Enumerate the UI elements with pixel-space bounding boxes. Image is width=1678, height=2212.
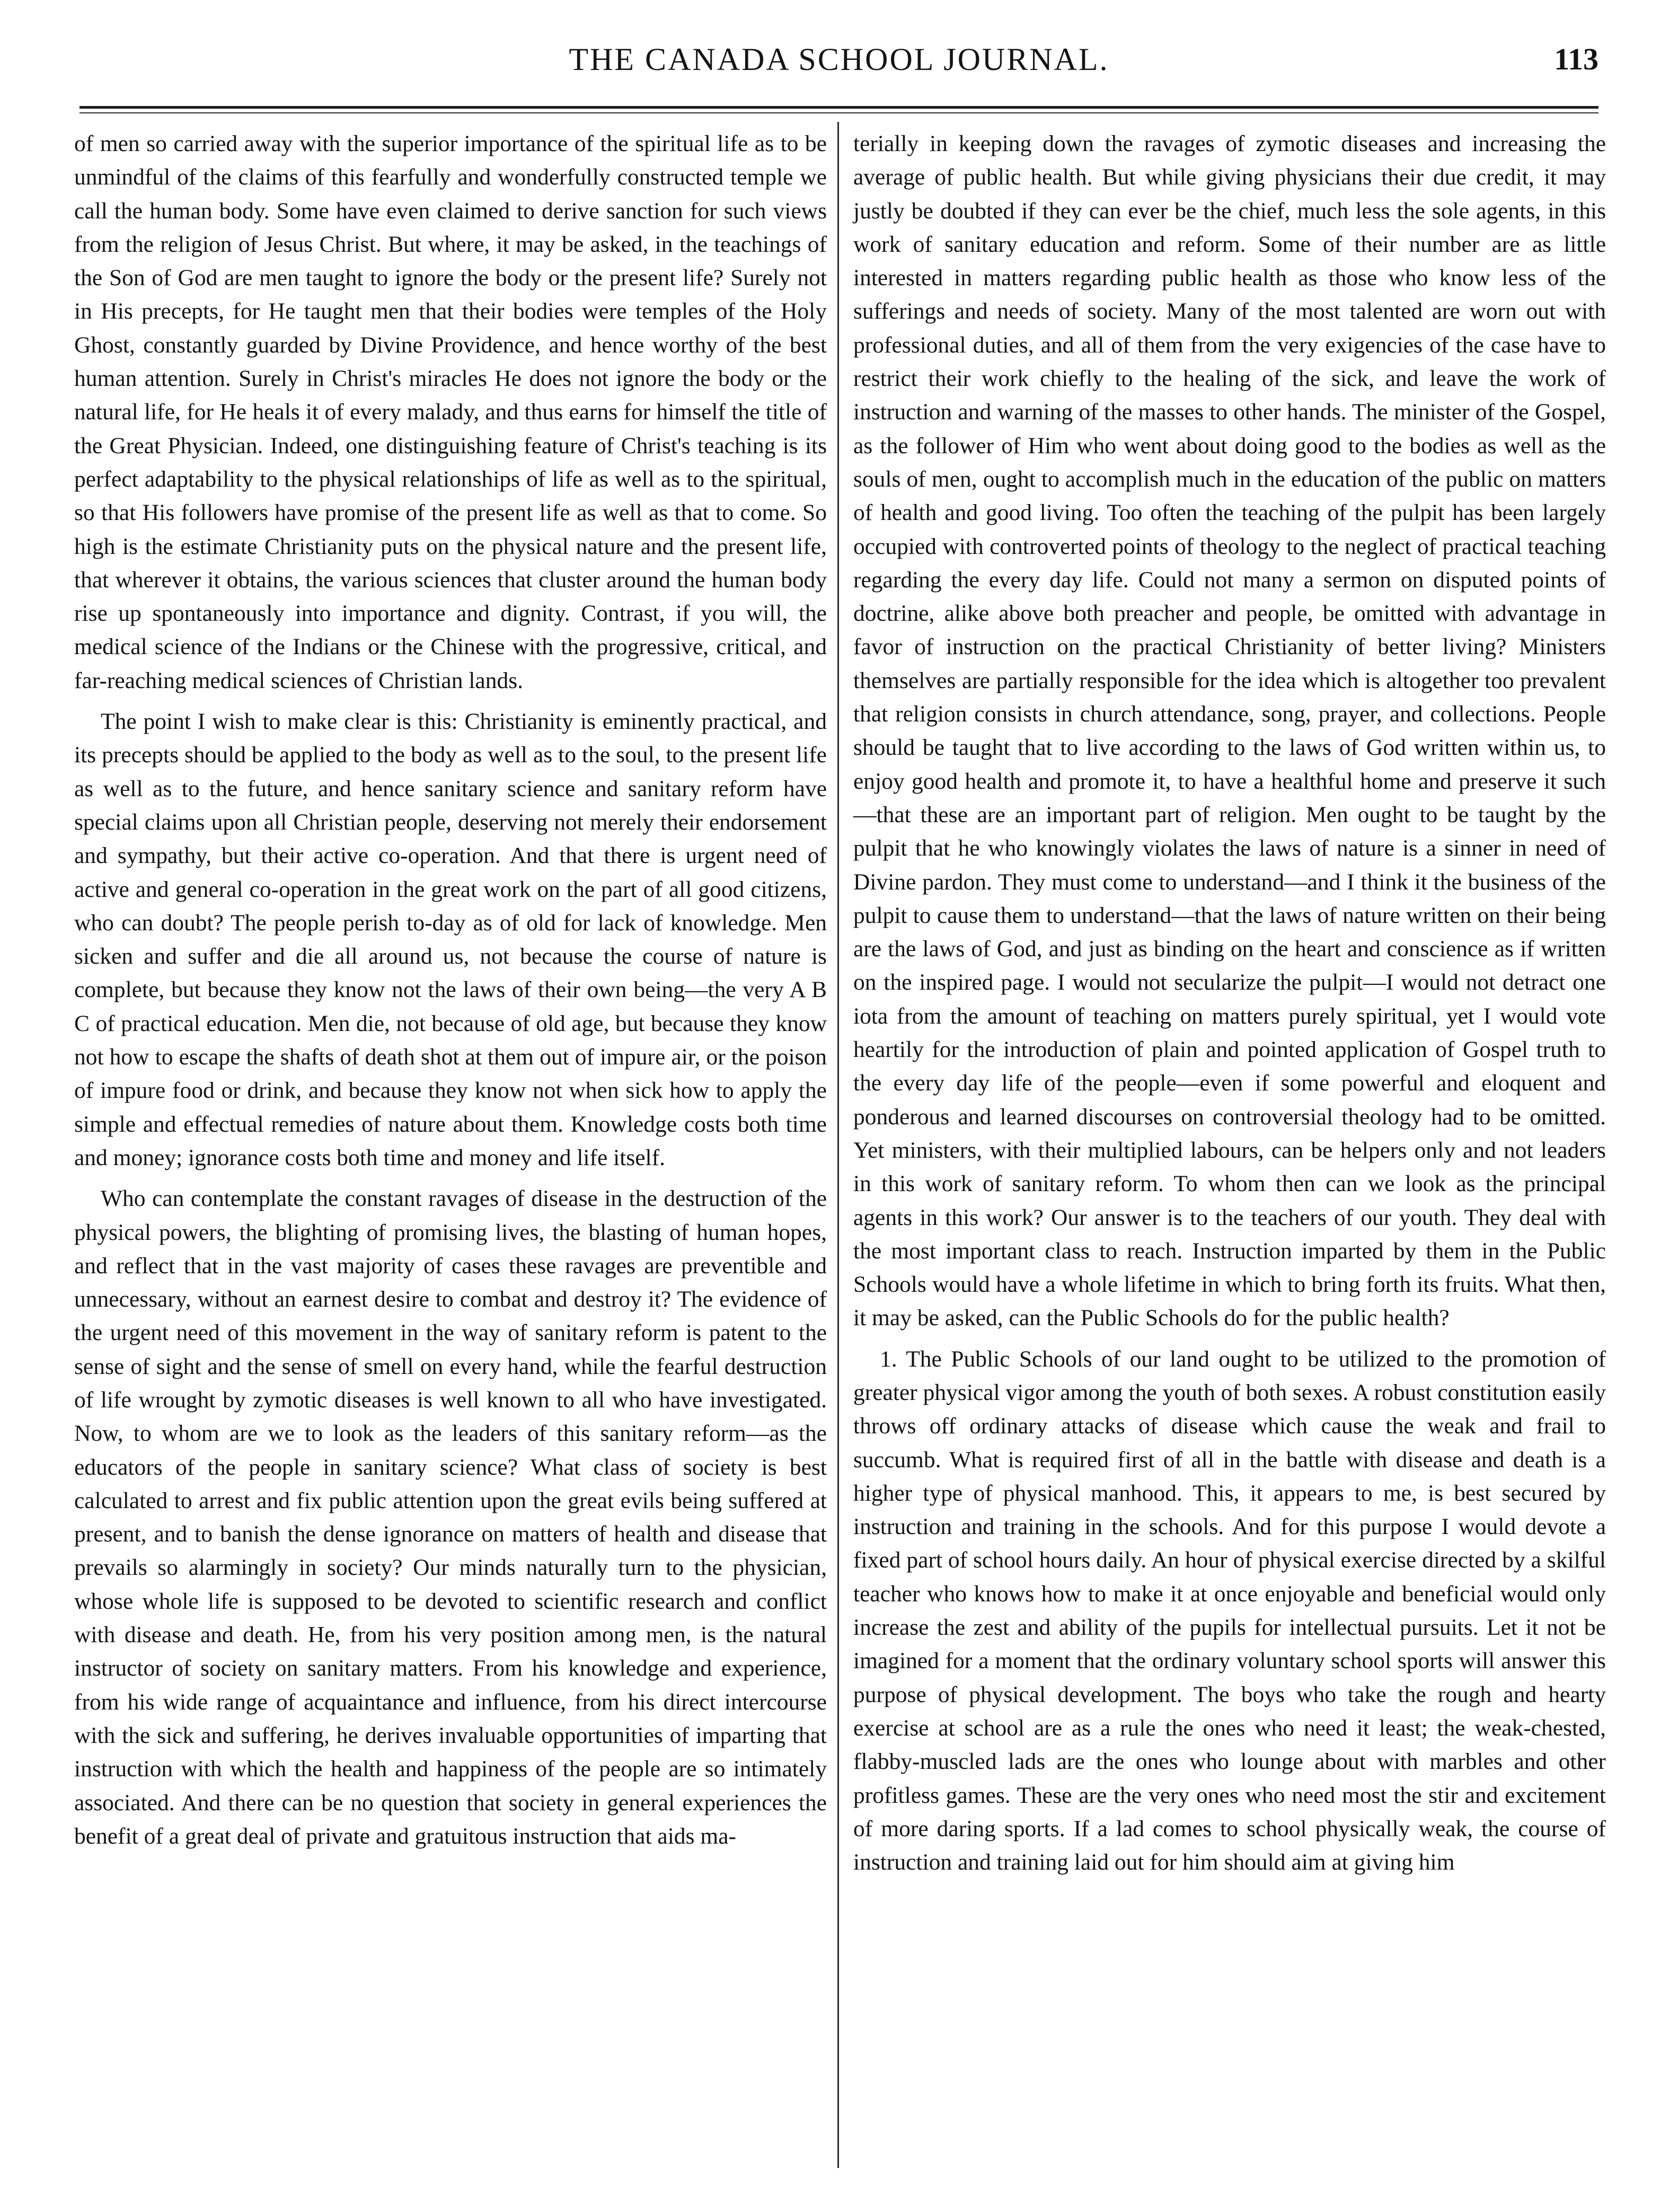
- journal-title: THE CANADA SCHOOL JOURNAL.: [569, 42, 1109, 77]
- header-rule-thin: [80, 112, 1598, 113]
- left-column: [74, 127, 827, 1861]
- paragraph: The point I wish to make clear is this: Christianity is eminently practical, and its precepts should be applied to the body as well as to the soul, to the present life as well as to the future, and hence sanitary science and sanitary reform have special claims upon all Christian people, deserving not merely their endorsement and sympathy, but their active co-operation. And that there is urgent need of active and general co-operation in the great work on the part of all good citizens, who can doubt? The people perish to-day as of old for lack of knowledge. Men sicken and suffer and die all around us, not because the course of nature is complete, but because they know not the laws of their own being—the very A B C of practical education. Men die, not because of old age, but because they know not how to escape the shafts of death shot at them out of impure air, or the poison of impure food or drink, and because they know not when sick how to apply the simple and effectual remedies of nature about them. Knowledge costs both time and money; ignorance costs both time and money and life itself.: [74, 709, 827, 1170]
- paragraph: of men so carried away with the superior importance of the spiritual life as to be unmindful of the claims of this fearfully and wonderfully constructed temple we call the human body. Some have even claimed to derive sanction for such views from the religion of Jesus Christ. But where, it may be asked, in the teachings of the Son of God are men taught to ignore the body or the present life? Surely not in His precepts, for He taught men that their bodies were temples of the Holy Ghost, constantly guarded by Divine Providence, and hence worthy of the best human attention. Surely in Christ's miracles He does not ignore the body or the natural life, for He heals it of every malady, and thus earns for himself the title of the Great Physician. Indeed, one distinguishing feature of Christ's teaching is its perfect adaptability to the physical relationships of life as well as to the spiritual, so that His followers have promise of the present life as well as that to come. So high is the estimate Christianity puts on the physical nature and the present life, that wherever it obtains, the various sciences that cluster around the human body rise up spontaneously into importance and dignity. Contrast, if you will, the medical science of the Indians or the Chinese with the progressive, critical, and far-reaching medical sciences of Christian lands.: [74, 131, 827, 693]
- paragraph: 1. The Public Schools of our land ought to be utilized to the promotion of greater physical vigor among the youth of both sexes. A robust constitution easily throws off ordinary attacks of disease which cause the weak and frail to succumb. What is required first of all in the battle with disease and death is a higher type of physical manhood. This, it appears to me, is best secured by instruction and training in the schools. And for this purpose I would devote a fixed part of school hours daily. An hour of physical exercise directed by a skilful teacher who knows how to make it at once enjoyable and beneficial would only increase the zest and ability of the pupils for intellectual pursuits. Let it not be imagined for a moment that the ordinary voluntary school sports will answer this purpose of physical development. The boys who take the rough and hearty exercise at school are as a rule the ones who need it least; the weak-chested, flabby-muscled lads are the ones who lounge about with marbles and other profitless games. These are the very ones who need most the stir and excitement of more daring sports. If a lad comes to school physically weak, the course of instruction and training laid out for him should aim at giving him: [853, 1346, 1606, 1875]
- paragraph: terially in keeping down the ravages of zymotic diseases and increasing the average of public health. But while giving physicians their due credit, it may justly be doubted if they can ever be the chief, much less the sole agents, in this work of sanitary education and reform. Some of their number are as little interested in matters regarding public health as those who know less of the sufferings and needs of society. Many of the most talented are worn out with professional duties, and all of them from the very exigencies of the case have to restrict their work chiefly to the healing of the sick, and leave the work of instruction and warning of the masses to other hands. The minister of the Gospel, as the follower of Him who went about doing good to the bodies as well as the souls of men, ought to accomplish much in the education of the public on matters of health and good living. Too often the teaching of the pulpit has been largely occupied with controverted points of theology to the neglect of practical teaching regarding the every day life. Could not many a sermon on disputed points of doctrine, alike above both preacher and people, be omitted with advantage in favor of instruction on the practical Christianity of better living? Ministers themselves are partially responsible for the idea which is altogether too prevalent that religion consists in church attendance, song, prayer, and collections. People should be taught that to live according to the laws of God written within us, to enjoy good health and promote it, to have a healthful home and preserve it such—that these are an important part of religion. Men ought to be taught by the pulpit that he who knowingly violates the laws of nature is a sinner in need of Divine pardon. They must come to understand—and I think it the business of the pulpit to cause them to understand—that the laws of nature written on their being are the laws of God, and just as binding on the heart and conscience as if written on the inspired page. I would not secularize the pulpit—I would not detract one iota from the amount of teaching on matters purely spiritual, yet I would vote heartily for the introduction of plain and pointed application of Gospel truth to the every day life of the people—even if some powerful and eloquent and ponderous and learned discourses on controversial theology had to be omitted. Yet ministers, with their multiplied labours, can be helpers only and not leaders in this work of sanitary reform. To whom then can we look as the principal agents in this work? Our answer is to the teachers of our youth. They deal with the most important class to reach. Instruction imparted by them in the Public Schools would have a whole lifetime in which to bring forth its fruits. What then, it may be asked, can the Public Schools do for the public health?: [853, 131, 1606, 1331]
- running-head: [80, 41, 1598, 84]
- header-rule: [80, 106, 1598, 109]
- right-column: [853, 127, 1606, 1887]
- page-number: 113: [1554, 42, 1598, 76]
- paragraph: Who can contemplate the constant ravages of disease in the destruction of the physical powers, the blighting of promising lives, the blasting of human hopes, and reflect that in the vast majority of cases these ravages are preventible and unnecessary, without an earnest desire to combat and destroy it? The evidence of the urgent need of this movement in the way of sanitary reform is patent to the sense of sight and the sense of smell on every hand, while the fearful destruction of life wrought by zymotic diseases is well known to all who have investigated. Now, to whom are we to look as the leaders of this sanitary reform—as the educators of the people in sanitary science? What class of society is best calculated to arrest and fix public attention upon the great evils being suffered at present, and to banish the dense ignorance on matters of health and disease that prevails so alarmingly in society? Our minds naturally turn to the physician, whose whole life is supposed to be devoted to scientific research and conflict with disease and death. He, from his very position among men, is the natural instructor of society on sanitary matters. From his knowledge and experience, from his wide range of acquaintance and influence, from his direct intercourse with the sick and suffering, he derives invaluable opportunities of imparting that instruction with which the health and happiness of the people are so intimately associated. And there can be no question that society in general experiences the benefit of a great deal of private and gratuitous instruction that aids ma-: [74, 1186, 827, 1849]
- column-divider: [837, 122, 839, 2168]
